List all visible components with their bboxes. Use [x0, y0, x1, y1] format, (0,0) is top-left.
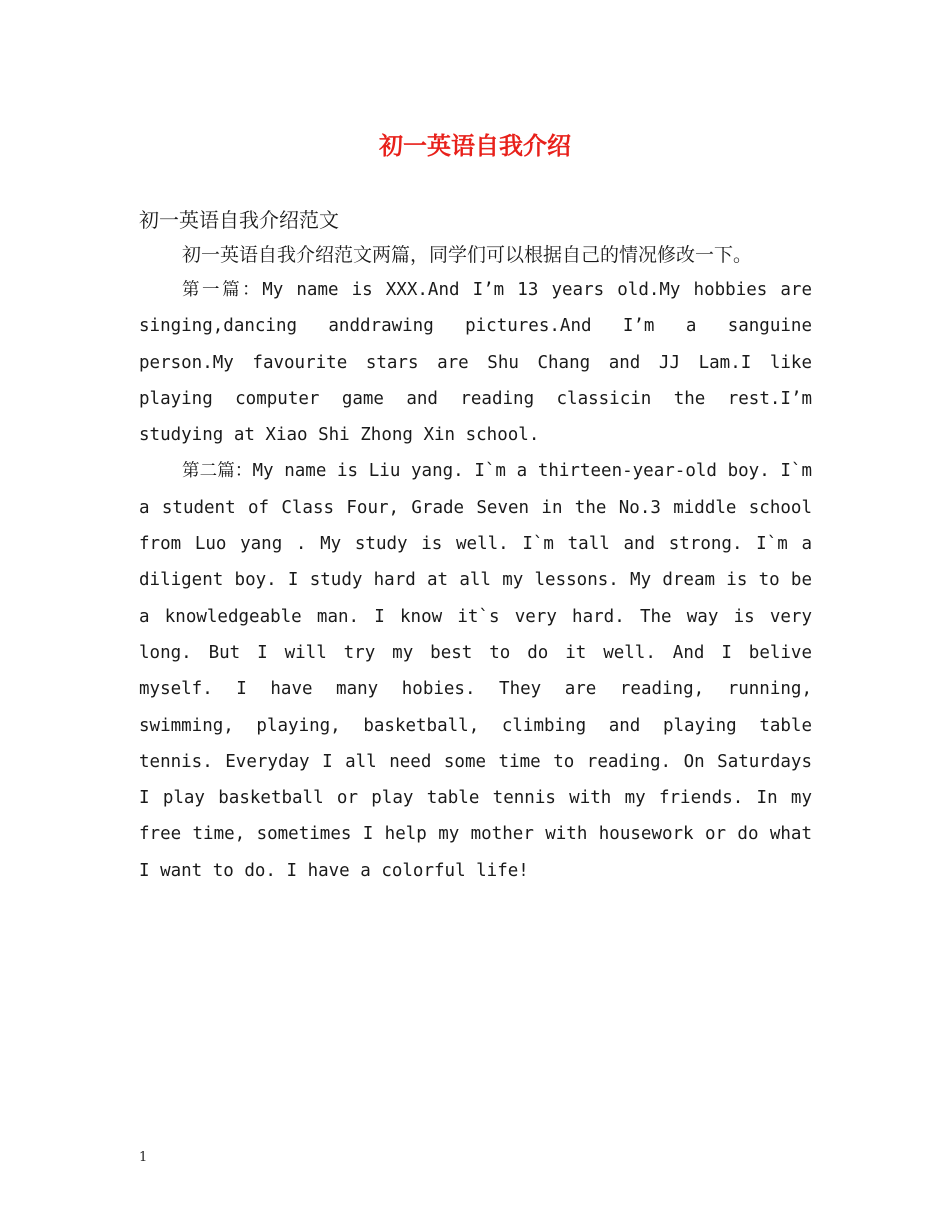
section-heading: 初一英语自我介绍范文: [139, 208, 339, 232]
essay-paragraph-1: 第一篇：My name is XXX.And I’m 13 years old.My hobbies are singing,dancing anddrawing pictures.And I’m a sanguine person.My favourite stars are Shu Chang and JJ Lam.I like playing computer game and reading classicin the rest.I’m studying at Xiao Shi Zhong Xin school.: [139, 280, 812, 446]
document-title: 初一英语自我介绍: [379, 131, 571, 160]
essay-paragraph-2: 第二篇：My name is Liu yang. I`m a thirteen-year-old boy. I`m a student of Class Four, Grade Seven in the No.3 middle school from Luo yang . My study is well. I`m tall and strong. I`m a diligent boy. I study hard at all my lessons. My dream is to be a knowledgeable man. I know it`s very hard. The way is very long. But I will try my best to do it well. And I belive myself. I have many hobies. They are reading, running, swimming, playing, basketball, climbing and playing table tennis. Everyday I all need some time to reading. On Saturdays I play basketball or play table tennis with my friends. In my free time, sometimes I help my mother with housework or do what I want to do. I have a colorful life!: [139, 461, 812, 881]
intro-paragraph: 初一英语自我介绍范文两篇，同学们可以根据自己的情况修改一下。: [182, 244, 753, 266]
document-body: [139, 204, 812, 889]
page-number: 1: [139, 1150, 148, 1165]
